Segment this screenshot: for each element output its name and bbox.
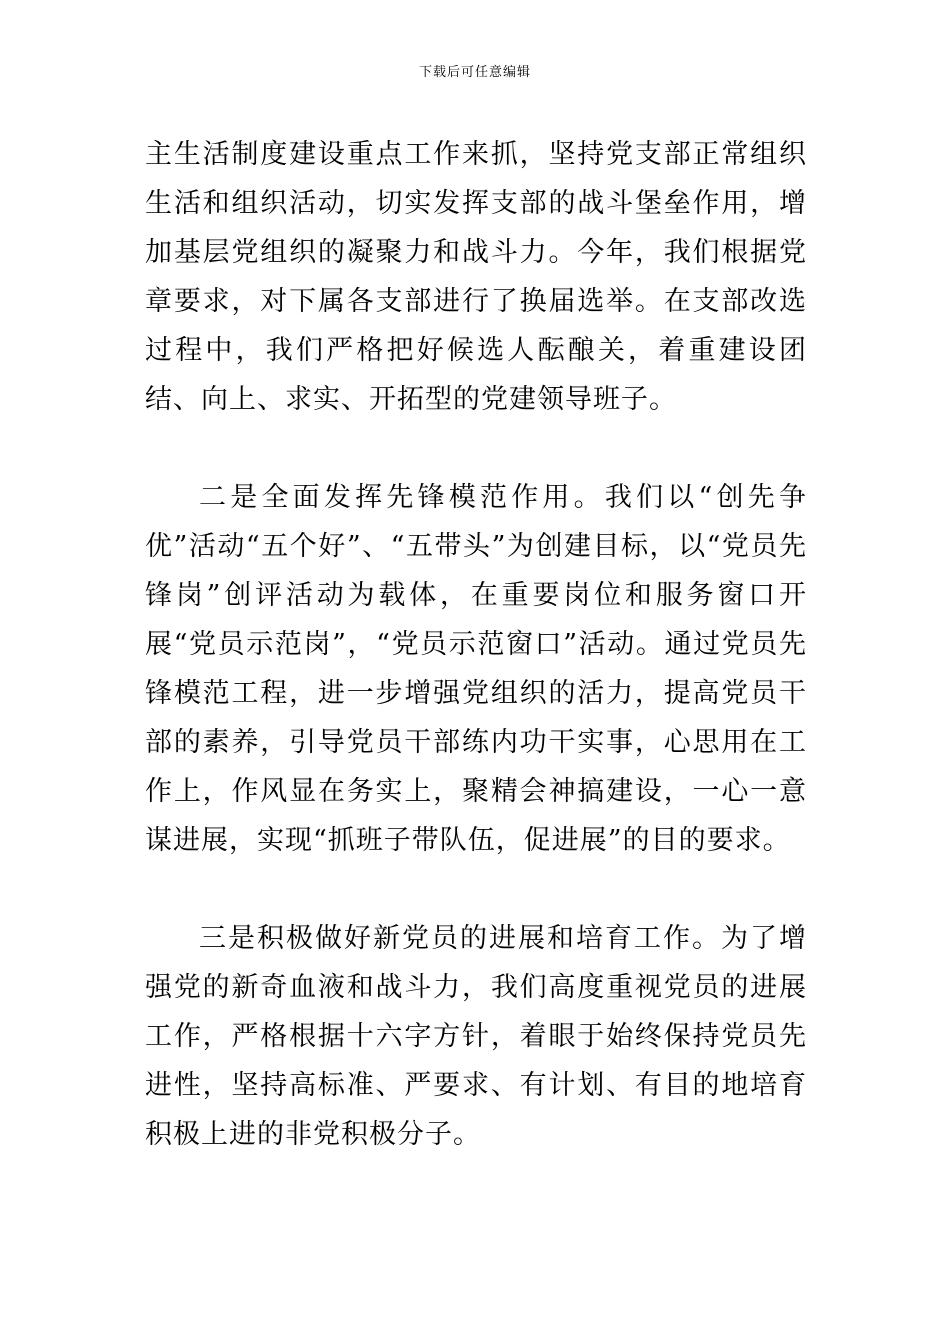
paragraph-3: 三是积极做好新党员的进展和培育工作。为了增强党的新奇血液和战斗力，我们高度重视党员的进展工作，严格根据十六字方针，着眼于始终保持党员先进性，坚持高标准、严要求、有计划、有目的地培育积极上进的非党积极分子。 (145, 923, 807, 1150)
paragraph-gap (145, 424, 807, 473)
paragraph-gap (145, 865, 807, 914)
page-header: 下载后可任意编辑 (418, 65, 531, 80)
document-body (145, 130, 807, 1159)
paragraph-1: 主生活制度建设重点工作来抓，坚持党支部正常组织生活和组织活动，切实发挥支部的战斗堡垒作用，增加基层党组织的凝聚力和战斗力。今年，我们根据党章要求，对下属各支部进行了换届选举。在支部改选过程中，我们严格把好候选人酝酿关，着重建设团结、向上、求实、开拓型的党建领导班子。 (145, 139, 807, 415)
paragraph-2: 二是全面发挥先锋模范作用。我们以“创先争优”活动“五个好”、“五带头”为创建目标，以“党员先锋岗”创评活动为载体，在重要岗位和服务窗口开展“党员示范岗”，“党员示范窗口”活动。通过党员先锋模范工程，进一步增强党组织的活力，提高党员干部的素养，引导党员干部练内功干实事，心思用在工作上，作风显在务实上，聚精会神搞建设，一心一意谋进展，实现“抓班子带队伍，促进展”的目的要求。 (145, 482, 807, 856)
